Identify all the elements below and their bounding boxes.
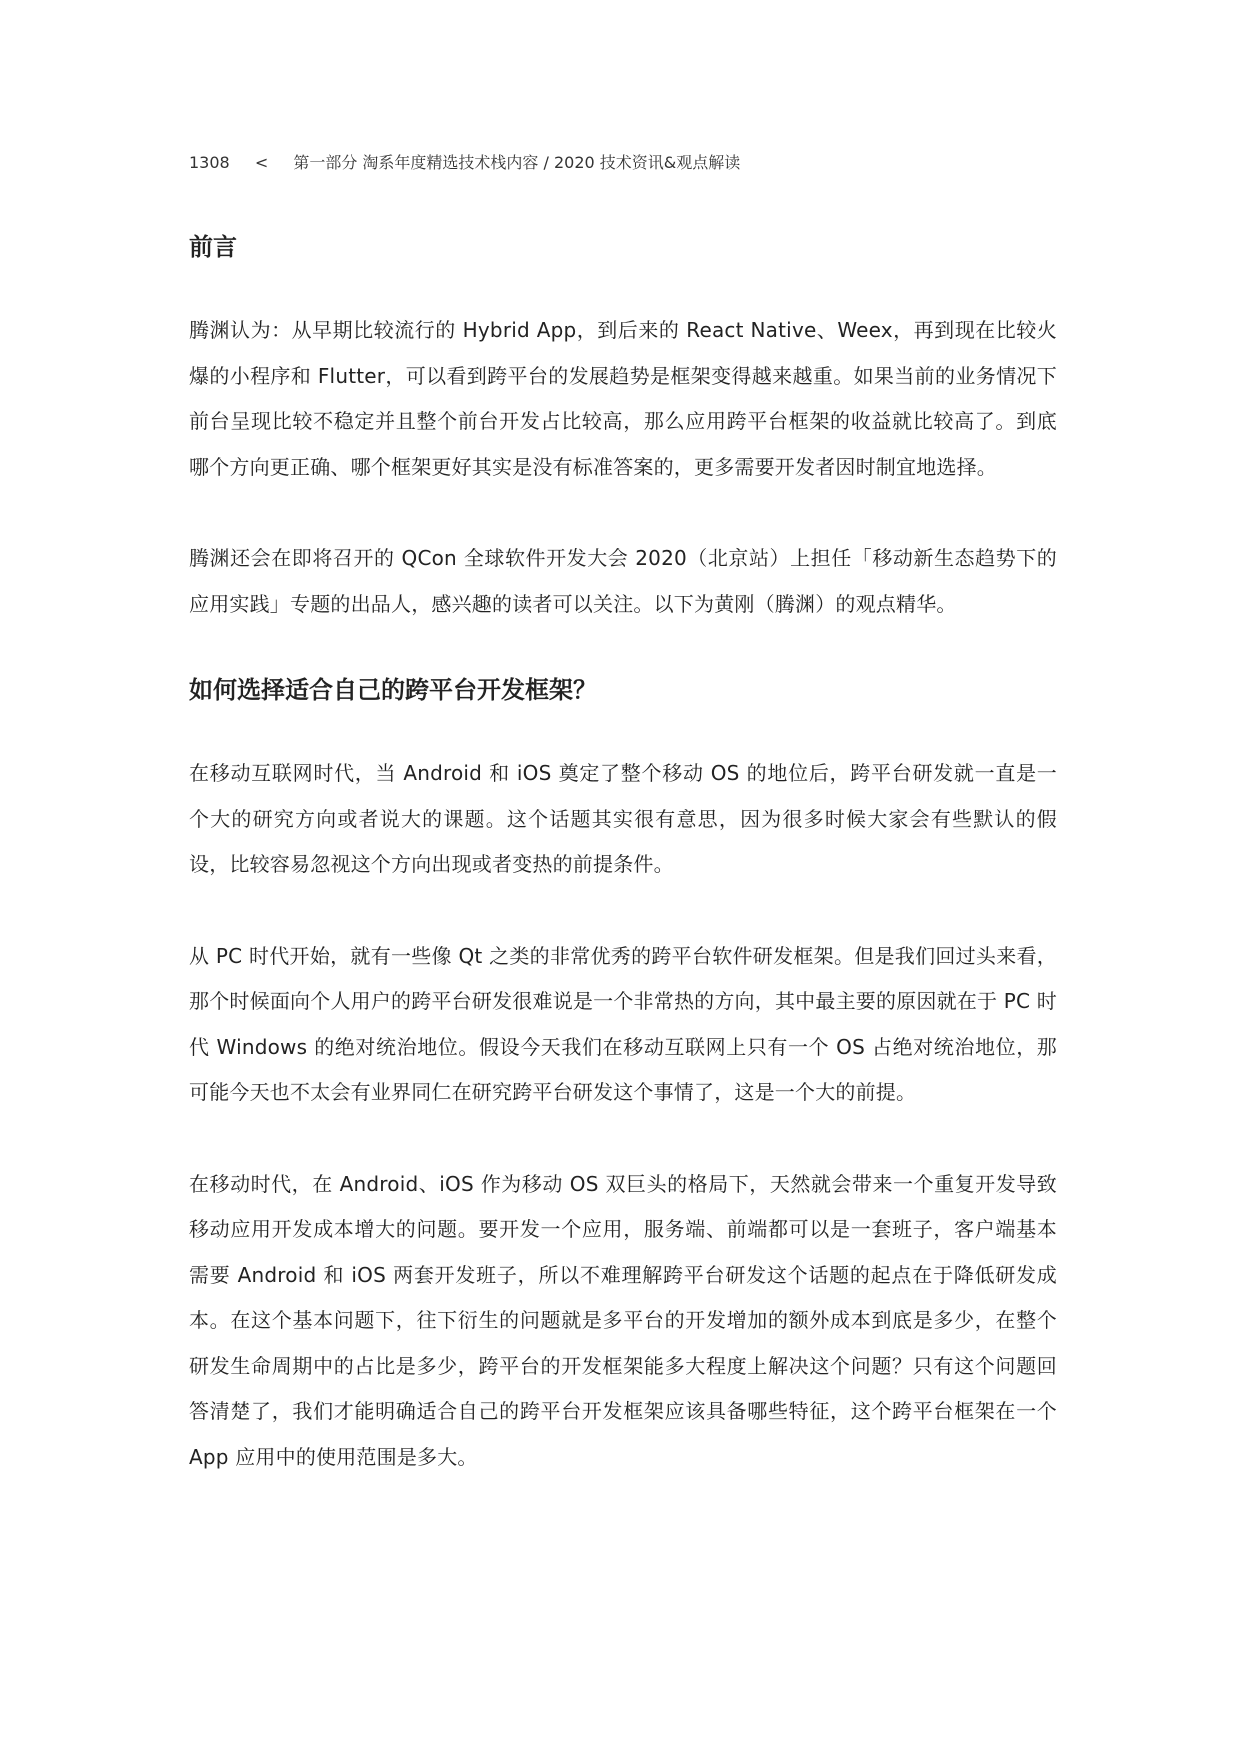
section-path: 第一部分 淘系年度精选技术栈内容 / 2020 技术资讯&观点解读 bbox=[293, 153, 741, 172]
section-paragraph-3: 在移动时代，在 Android、iOS 作为移动 OS 双巨头的格局下，天然就会带来一个重复开发导致移动应用开发成本增大的问题。要开发一个应用，服务端、前端都可以是一套班子，客户端基本需要 Android 和 iOS 两套开发班子，所以不难理解跨平台研发这个话题的起点在于降低研发成本。在这个基本问题下，往下衍生的问题就是多平台的开发增加的额外成本到底是多少，在整个研发生命周期中的占比是多少，跨平台的开发框架能多大程度上解决这个问题？只有这个问题回答清楚了，我们才能明确适合自己的跨平台开发框架应该具备哪些特征，这个跨平台框架在一个 App 应用中的使用范围是多大。 bbox=[189, 1171, 1057, 1469]
intro-heading: 前言 bbox=[189, 233, 237, 261]
section-paragraph-1: 在移动互联网时代，当 Android 和 iOS 奠定了整个移动 OS 的地位后，跨平台研发就一直是一个大的研究方向或者说大的课题。这个话题其实很有意思，因为很多时候大家会有些默认的假设，比较容易忽视这个方向出现或者变热的前提条件。 bbox=[189, 761, 1057, 876]
section-heading: 如何选择适合自己的跨平台开发框架？ bbox=[189, 676, 597, 704]
running-header bbox=[189, 152, 740, 174]
page-content bbox=[189, 230, 1057, 1526]
section-paragraph-2: 从 PC 时代开始，就有一些像 Qt 之类的非常优秀的跨平台软件研发框架。但是我们回过头来看，那个时候面向个人用户的跨平台研发很难说是一个非常热的方向，其中最主要的原因就在于 PC 时代 Windows 的绝对统治地位。假设今天我们在移动互联网上只有一个 OS 占绝对统治地位，那可能今天也不太会有业界同仁在研究跨平台研发这个事情了，这是一个大的前提。 bbox=[189, 943, 1057, 1104]
intro-paragraph-2: 腾渊还会在即将召开的 QCon 全球软件开发大会 2020（北京站）上担任「移动新生态趋势下的应用实践」专题的出品人，感兴趣的读者可以关注。以下为黄刚（腾渊）的观点精华。 bbox=[189, 546, 1057, 616]
back-arrow-icon[interactable]: < bbox=[254, 153, 269, 172]
intro-paragraph-1: 腾渊认为：从早期比较流行的 Hybrid App，到后来的 React Native、Weex，再到现在比较火爆的小程序和 Flutter，可以看到跨平台的发展趋势是框架变得越来越重。如果当前的业务情况下前台呈现比较不稳定并且整个前台开发占比较高，那么应用跨平台框架的收益就比较高了。到底哪个方向更正确、哪个框架更好其实是没有标准答案的，更多需要开发者因时制宜地选择。 bbox=[189, 318, 1057, 479]
page-number: 1308 bbox=[189, 153, 230, 172]
